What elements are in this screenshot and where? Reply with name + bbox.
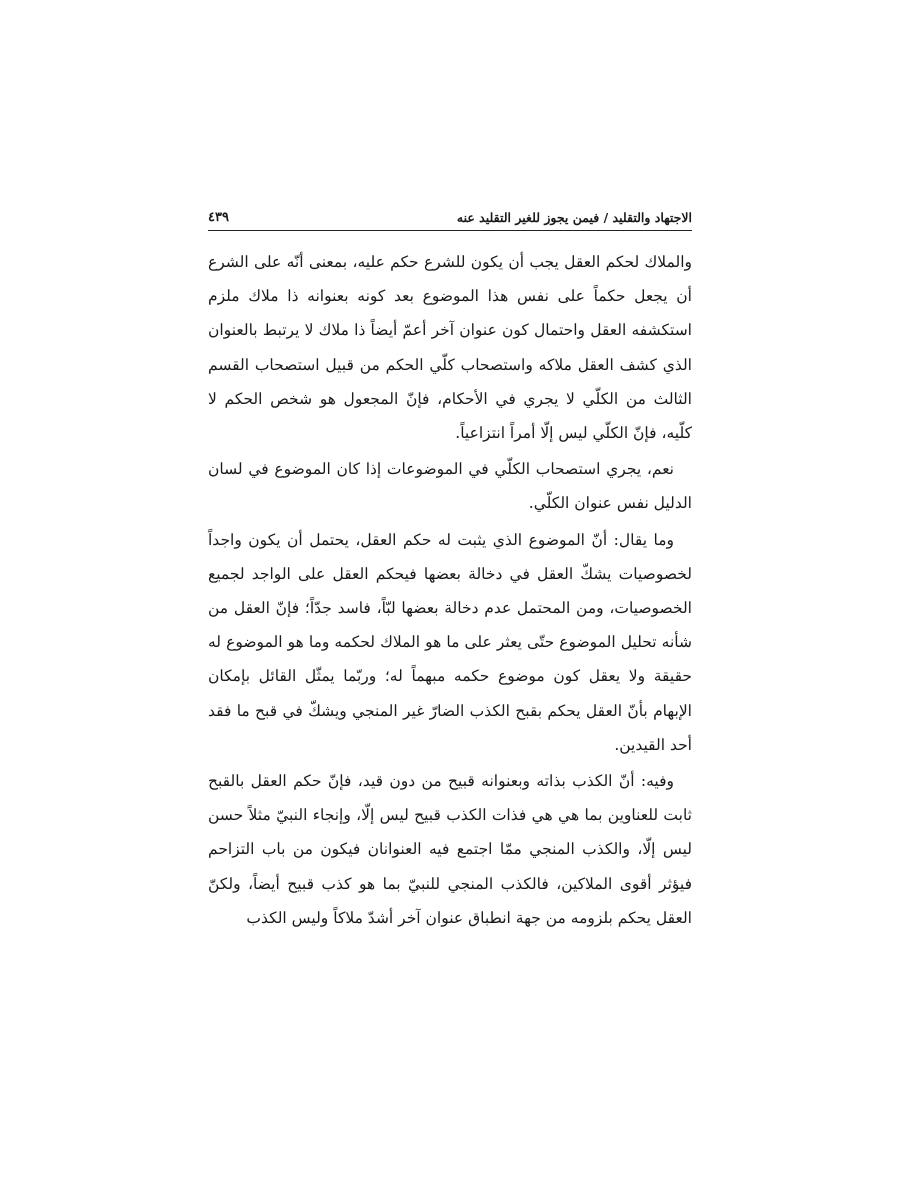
paragraph: وفيه: أنّ الكذب بذاته وبعنوانه قبيح من دون قيد، فإنّ حكم العقل بالقبح ثابت للعناوين بما هي هي فذات الكذب قبيح ليس إلّا، وإنجاء النبيّ مثلاً حسن ليس إلّا، والكذب المنجي ممّا اجتمع فيه العنوانان فيكون من باب التزاحم فيؤثر أقوى الملاكين، فالكذب المنجي للنبيّ بما هو كذب قبيح أيضاً، ولكنّ العقل يحكم بلزومه من جهة انطباق عنوان آخر أشدّ ملاكاً وليس الكذب: [208, 772, 692, 927]
running-title: الاجتهاد والتقليد / فيمن يجوز للغير التقليد عنه: [456, 210, 692, 225]
paragraph: نعم، يجري استصحاب الكلّي في الموضوعات إذا كان الموضوع في لسان الدليل نفس عنوان الكلّي.: [208, 460, 692, 513]
paragraph: والملاك لحكم العقل يجب أن يكون للشرع حكم عليه، بمعنى أنّه على الشرع أن يجعل حكماً على نفس هذا الموضوع بعد كونه بعنوانه ذا ملاك ملزم استكشفه العقل واحتمال كون عنوان آخر أعمّ أيضاً ذا ملاك لا يرتبط بالعنوان الذي كشف العقل ملاكه واستصحاب كلّي الحكم من قبيل استصحاب القسم الثالث من الكلّي لا يجري في الأحكام، فإنّ المجعول هو شخص الحكم لا كلّيه، فإنّ الكلّي ليس إلّا أمراً انتزاعياً.: [208, 253, 692, 443]
page-header: [208, 203, 692, 231]
paragraph: وما يقال: أنّ الموضوع الذي يثبت له حكم العقل، يحتمل أن يكون واجداً لخصوصيات يشكّ العقل في دخالة بعضها فيحكم العقل على الواجد لجميع الخصوصيات، ومن المحتمل عدم دخالة بعضها لبّاً، فاسد جدّاً؛ فإنّ العقل من شأنه تحليل الموضوع حتّى يعثر على ما هو الملاك لحكمه وما هو الموضوع له حقيقة ولا يعقل كون موضوع حكمه مبهماً له؛ وربّما يمثّل القائل بإمكان الإبهام بأنّ العقل يحكم بقبح الكذب الضارّ غير المنجي ويشكّ في قبح ما فقد أحد القيدين.: [208, 530, 692, 754]
page-number: ٤٣٩: [208, 210, 229, 225]
book-page: [208, 203, 692, 1103]
page-body: [208, 245, 692, 935]
